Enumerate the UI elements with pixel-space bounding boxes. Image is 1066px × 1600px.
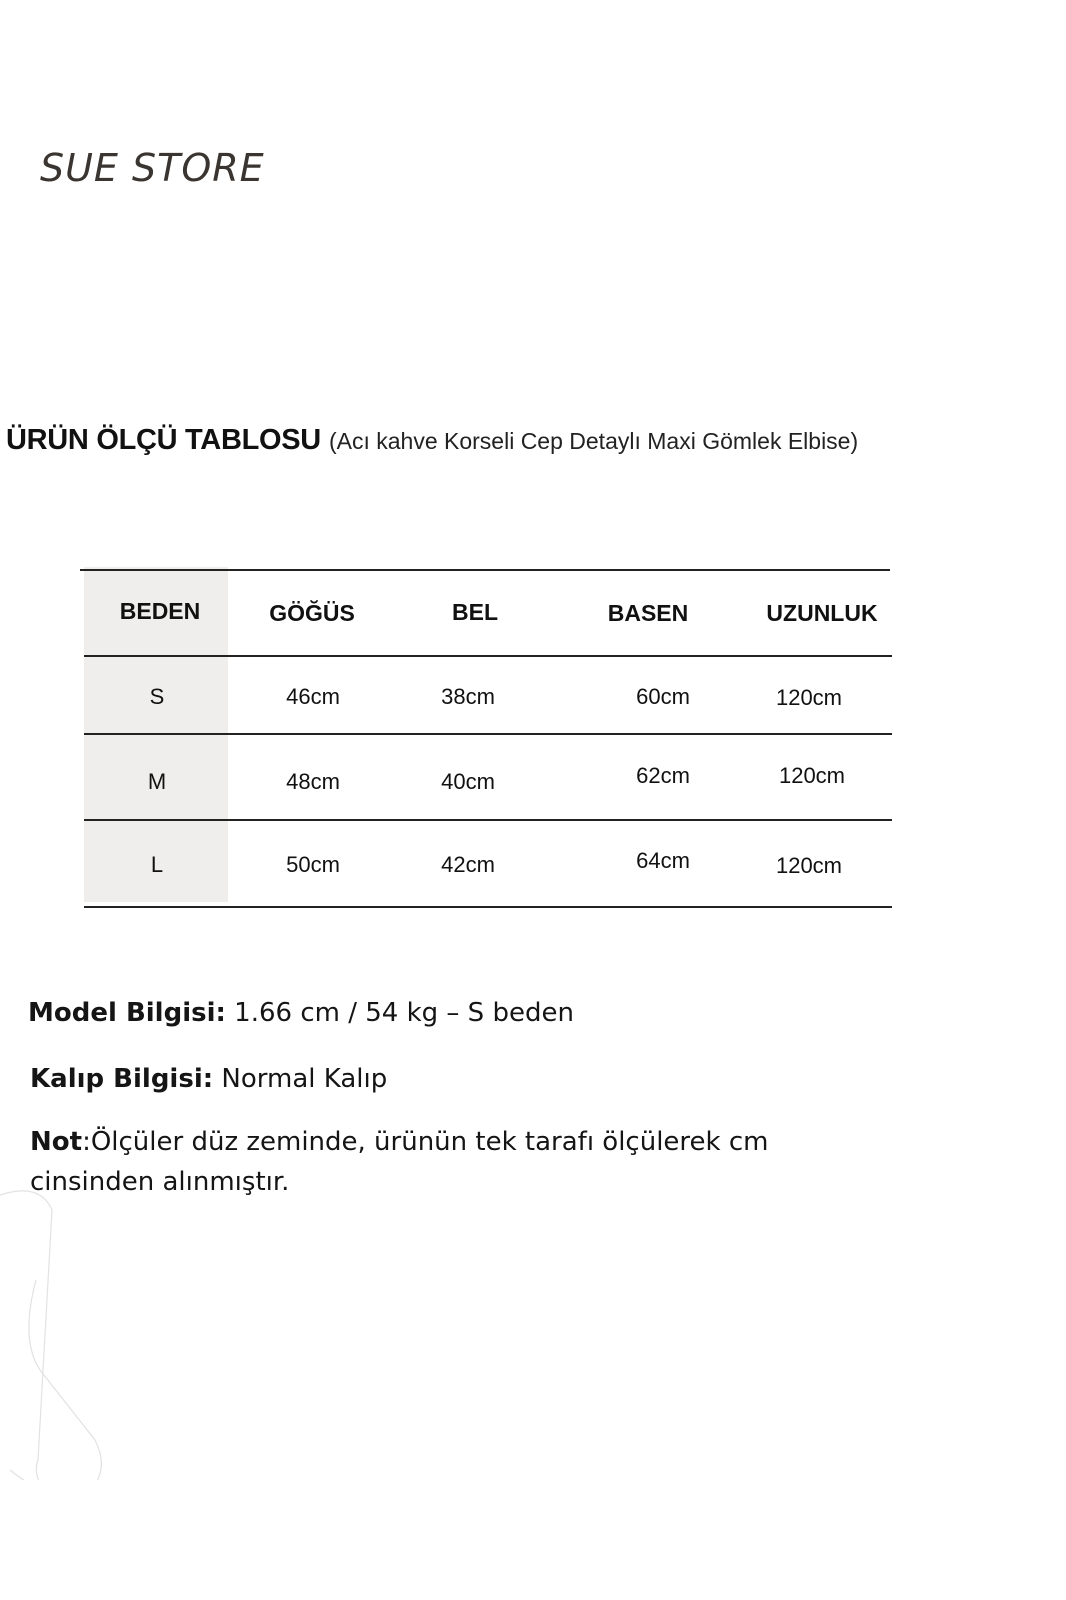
basen-cell: 60cm [636, 684, 690, 709]
header-uzunluk: UZUNLUK [766, 600, 878, 626]
basen-cell: 62cm [636, 763, 690, 788]
note [30, 1127, 769, 1157]
header-bel: BEL [452, 599, 498, 625]
fit-info-label: Kalıp Bilgisi: [30, 1064, 214, 1094]
uzunluk-cell: 120cm [775, 853, 843, 878]
divider [84, 906, 892, 908]
gogus-cell: 46cm [286, 684, 340, 709]
header-beden: BEDEN [119, 598, 201, 624]
model-info-label: Model Bilgisi: [28, 998, 226, 1028]
divider [84, 733, 892, 735]
model-info [28, 998, 574, 1028]
title-main: ÜRÜN ÖLÇÜ TABLOSU [6, 424, 321, 456]
bel-cell: 38cm [441, 684, 495, 709]
note-label: Not [30, 1127, 83, 1157]
divider [80, 569, 890, 571]
page-title [6, 424, 858, 457]
header-gogus: GÖĞÜS [269, 600, 355, 626]
gogus-cell: 48cm [286, 769, 340, 794]
divider [84, 655, 892, 657]
fit-info-value: Normal Kalıp [213, 1064, 388, 1094]
brand-logo: SUE STORE [40, 146, 265, 190]
note-value: :Ölçüler düz zeminde, ürünün tek tarafı ölçülerek cm [82, 1127, 769, 1157]
size-cell: M [147, 769, 167, 794]
header-basen: BASEN [607, 600, 689, 626]
size-cell: L [150, 852, 164, 877]
decorative-curve [0, 1180, 120, 1480]
bel-cell: 42cm [441, 852, 495, 877]
uzunluk-cell: 120cm [778, 763, 846, 788]
uzunluk-cell: 120cm [775, 685, 843, 710]
divider [84, 819, 892, 821]
note-line2: cinsinden alınmıştır. [30, 1167, 290, 1197]
model-info-value: 1.66 cm / 54 kg – S beden [225, 998, 574, 1028]
fit-info [30, 1064, 387, 1094]
bel-cell: 40cm [441, 769, 495, 794]
title-product: (Acı kahve Korseli Cep Detaylı Maxi Gömlek Elbise) [328, 428, 859, 454]
size-cell: S [149, 684, 165, 709]
basen-cell: 64cm [636, 848, 690, 873]
gogus-cell: 50cm [286, 852, 340, 877]
